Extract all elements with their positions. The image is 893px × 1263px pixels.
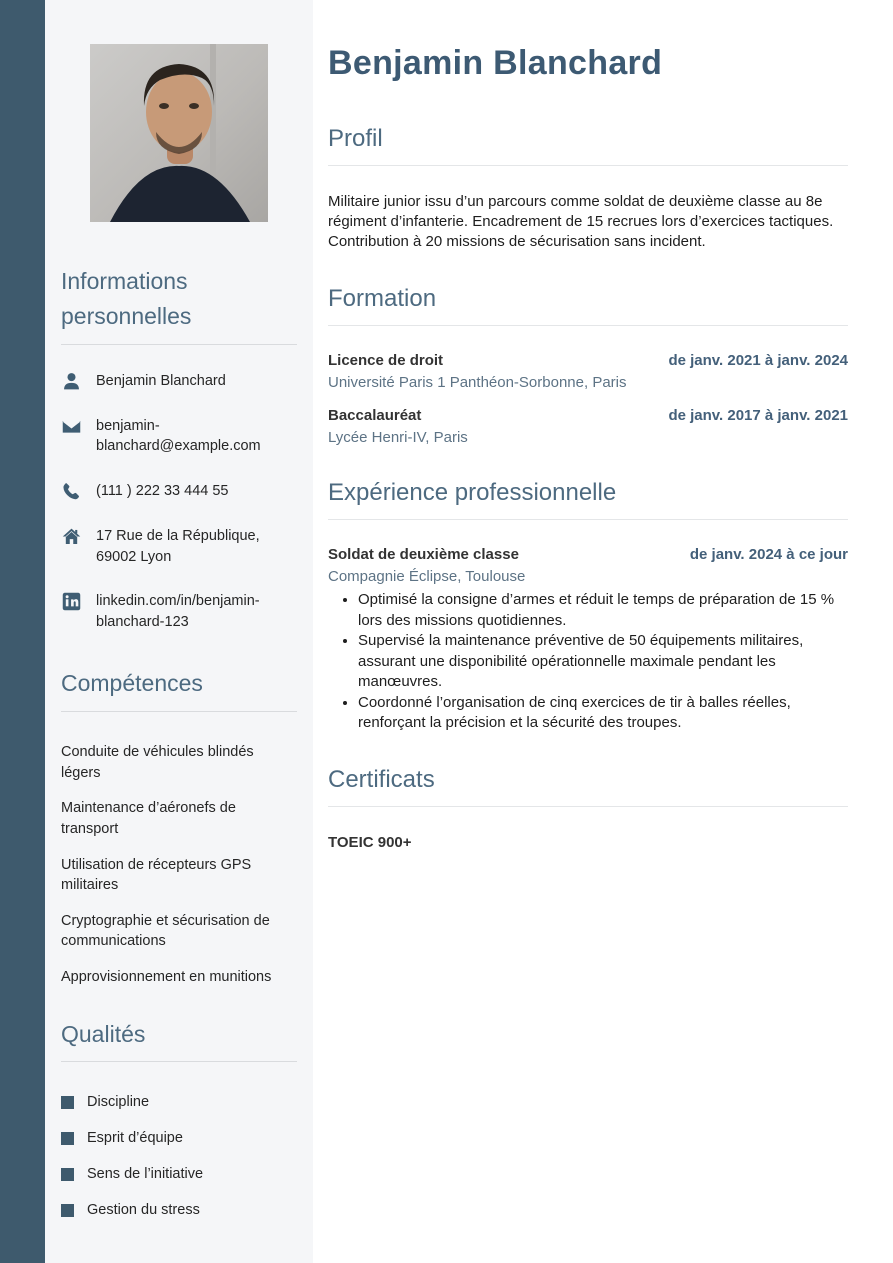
education-entry-header <box>328 352 848 369</box>
info-row-email <box>61 416 297 457</box>
quality-text: Gestion du stress <box>87 1202 200 1219</box>
section-profile <box>328 123 848 252</box>
job-title: Soldat de deuxième classe <box>328 546 519 564</box>
info-row-phone <box>61 481 297 502</box>
certificates-title: Certificats <box>328 764 848 807</box>
skill-item: Utilisation de récepteurs GPS militaires <box>61 856 252 894</box>
quality-text: Discipline <box>87 1094 150 1111</box>
profile-text: Militaire junior issu d’un parcours comme soldat de deuxième classe au 8e régiment d’infanterie. Encadrement de 15 recrues lors d’exercices tactiques. Contribution à 20 missions de sécurisation sans incident. <box>328 192 834 250</box>
skill-item: Maintenance d’aéronefs de transport <box>61 800 236 838</box>
job-bullets <box>328 590 848 734</box>
job-bullet: • Coordonné l’organisation de cinq exercices de tir à balles réelles, renforçant la précision et la sécurité des troupes. <box>358 693 848 734</box>
experience-entry <box>328 546 848 734</box>
info-row-address <box>61 526 297 567</box>
portrait-image <box>90 44 268 222</box>
info-email-text: benjamin-blanchard@example.com <box>96 417 261 455</box>
degree-dates: de janv. 2017 à janv. 2021 <box>668 406 848 424</box>
job-dates: de janv. 2024 à ce jour <box>689 546 848 564</box>
school-name: Université Paris 1 Panthéon-Sorbonne, Paris <box>328 373 627 391</box>
linkedin-icon <box>61 591 82 612</box>
skills-title: Compétences <box>61 666 297 712</box>
education-entry-header <box>328 407 848 424</box>
user-icon <box>61 371 82 392</box>
skill-item: Approvisionnement en munitions <box>61 968 272 985</box>
personal-info-list <box>61 371 297 632</box>
quality-item <box>61 1129 297 1148</box>
profile-photo <box>90 44 268 222</box>
main-content <box>313 0 893 1263</box>
certificate-item: TOEIC 900+ <box>328 834 412 852</box>
degree-name: Baccalauréat <box>328 406 422 424</box>
education-entry <box>328 407 848 446</box>
info-linkedin-text: linkedin.com/in/benjamin-blanchard-123 <box>96 593 260 630</box>
job-bullet: • Optimisé la consigne d’armes et réduit le temps de préparation de 15 % lors des missions quotidiennes. <box>358 590 848 631</box>
quality-text: Esprit d’équipe <box>87 1130 183 1147</box>
degree-name: Licence de droit <box>328 351 444 369</box>
qualities-list <box>61 1093 297 1219</box>
info-address-text: 17 Rue de la République, 69002 Lyon <box>96 528 260 565</box>
square-bullet-icon <box>61 1204 74 1217</box>
section-experience <box>328 477 848 734</box>
profile-title: Profil <box>328 123 848 166</box>
quality-text: Sens de l’initiative <box>87 1166 204 1183</box>
square-bullet-icon <box>61 1132 74 1145</box>
info-row-linkedin <box>61 591 297 632</box>
degree-dates: de janv. 2021 à janv. 2024 <box>668 351 848 369</box>
sidebar <box>45 0 313 1263</box>
qualities-title: Qualités <box>61 1017 297 1063</box>
person-name: Benjamin Blanchard <box>328 44 663 82</box>
accent-strip <box>0 0 45 1263</box>
home-icon <box>61 526 82 547</box>
skills-list <box>61 742 297 987</box>
experience-title: Expérience professionnelle <box>328 477 848 520</box>
personal-info-title: Informations personnelles <box>61 264 297 345</box>
quality-item <box>61 1201 297 1220</box>
skill-item: Cryptographie et sécurisation de communications <box>61 912 270 950</box>
section-qualities <box>61 1017 297 1220</box>
company-name: Compagnie Éclipse, Toulouse <box>328 568 526 586</box>
phone-icon <box>61 481 82 502</box>
section-certificates <box>328 764 848 851</box>
quality-item <box>61 1165 297 1184</box>
section-skills <box>61 666 297 987</box>
education-entry <box>328 352 848 391</box>
education-title: Formation <box>328 283 848 326</box>
info-row-name <box>61 371 297 392</box>
school-name: Lycée Henri-IV, Paris <box>328 428 468 446</box>
section-personal-info <box>61 264 297 632</box>
info-name-text: Benjamin Blanchard <box>96 372 226 389</box>
info-phone-text: (111 ) 222 33 444 55 <box>96 483 229 500</box>
square-bullet-icon <box>61 1168 74 1181</box>
email-icon <box>61 416 82 437</box>
quality-item <box>61 1093 297 1112</box>
job-bullet: • Supervisé la maintenance préventive de 50 équipements militaires, assurant une disponibilité opérationnelle maximale pendant les manœuvres. <box>358 631 848 693</box>
section-education <box>328 283 848 446</box>
square-bullet-icon <box>61 1096 74 1109</box>
experience-entry-header <box>328 546 848 563</box>
skill-item: Conduite de véhicules blindés légers <box>61 744 254 781</box>
